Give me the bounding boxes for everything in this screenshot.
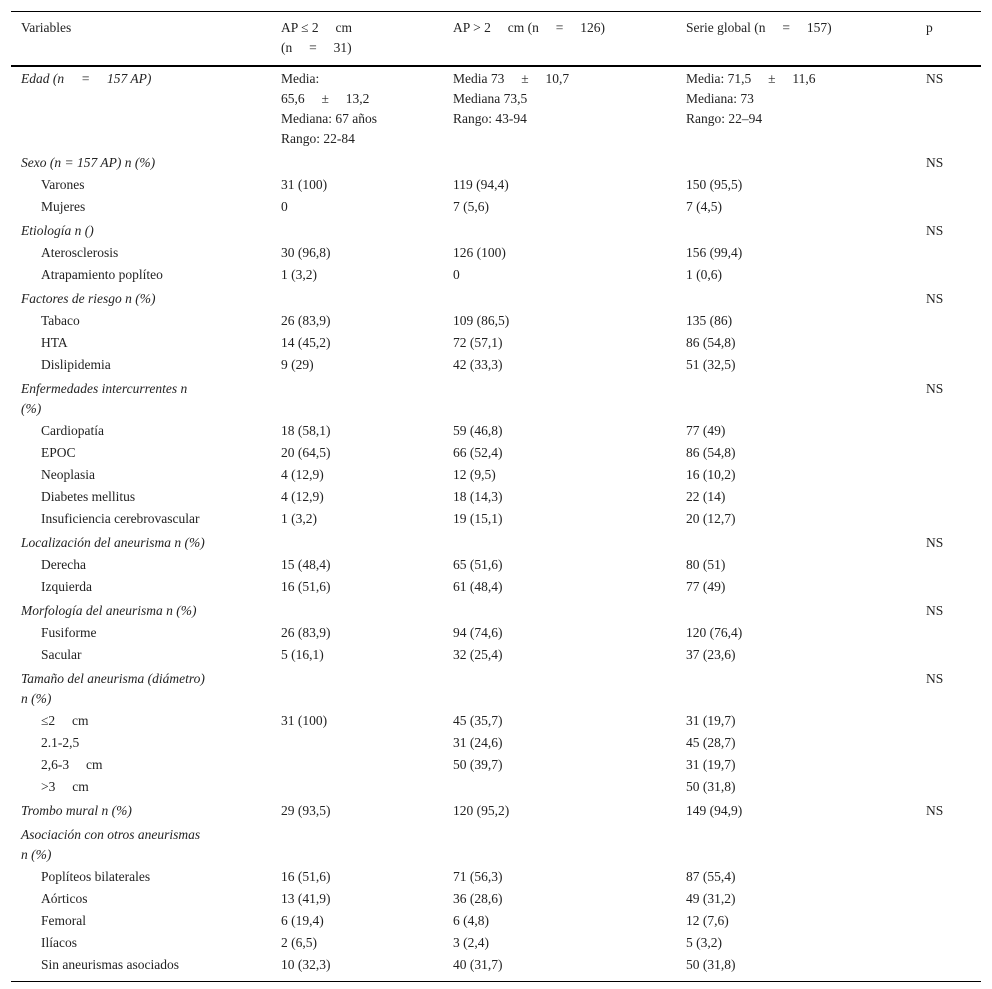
cell-ap-gt-2: 32 (25,4) bbox=[453, 647, 503, 662]
cell-serie-global: 50 (31,8) bbox=[676, 954, 916, 982]
cell-ap-gt-2 bbox=[443, 376, 676, 420]
cell-ap-le-2: 1 (3,2) bbox=[281, 511, 317, 526]
cell-ap-le-2 bbox=[271, 150, 443, 174]
cell-ap-le-2 bbox=[271, 376, 443, 420]
table-row bbox=[11, 776, 981, 798]
cell-ap-gt-2: 3 (2,4) bbox=[453, 935, 489, 950]
cell-ap-gt-2 bbox=[443, 286, 676, 310]
cell-variable: ≤2 cm bbox=[41, 713, 89, 728]
cell-ap-le-2 bbox=[271, 776, 443, 798]
cell-serie-global: 51 (32,5) bbox=[686, 357, 736, 372]
cell-serie-global bbox=[676, 530, 916, 554]
table-row bbox=[11, 464, 981, 486]
cell-ap-gt-2: 0 bbox=[453, 267, 460, 282]
cell-variable: Sacular bbox=[41, 647, 82, 662]
cell-ap-le-2 bbox=[271, 286, 443, 310]
cell-variable: Varones bbox=[41, 177, 85, 192]
cell-p-value bbox=[916, 554, 981, 576]
cell-ap-gt-2: 65 (51,6) bbox=[453, 557, 503, 572]
cell-serie-global: 86 (54,8) bbox=[686, 445, 736, 460]
cell-variable: Enfermedades intercurrentes n (%) bbox=[21, 381, 188, 416]
cell-ap-le-2: 20 (64,5) bbox=[281, 445, 331, 460]
cell-ap-le-2: 14 (45,2) bbox=[281, 335, 331, 350]
cell-serie-global: 87 (55,4) bbox=[686, 869, 736, 884]
section-row bbox=[11, 376, 981, 420]
cell-serie-global: 31 (19,7) bbox=[686, 713, 736, 728]
cell-serie-global bbox=[676, 286, 916, 310]
cell-ap-gt-2: 71 (56,3) bbox=[453, 869, 503, 884]
cell-ap-gt-2: 59 (46,8) bbox=[453, 423, 503, 438]
cell-serie-global: 12 (7,6) bbox=[686, 913, 729, 928]
cell-p-value bbox=[916, 576, 981, 598]
cell-variable: Aórticos bbox=[41, 891, 88, 906]
cell-serie-global: 31 (19,7) bbox=[686, 757, 736, 772]
cell-p-value bbox=[916, 866, 981, 888]
section-row bbox=[11, 666, 981, 710]
section-row bbox=[11, 66, 981, 150]
cell-serie-global: 86 (54,8) bbox=[686, 335, 736, 350]
cell-p-value bbox=[916, 174, 981, 196]
cell-ap-le-2: 16 (51,6) bbox=[281, 869, 331, 884]
table-row bbox=[11, 174, 981, 196]
cell-ap-gt-2 bbox=[443, 776, 676, 798]
cell-variable: Mujeres bbox=[41, 199, 86, 214]
cell-serie-global bbox=[676, 822, 916, 866]
cell-serie-global: 156 (99,4) bbox=[686, 245, 743, 260]
cell-ap-gt-2: 50 (39,7) bbox=[453, 757, 503, 772]
cell-ap-gt-2: 36 (28,6) bbox=[453, 891, 503, 906]
cell-variable: Fusiforme bbox=[41, 625, 97, 640]
cell-serie-global: 49 (31,2) bbox=[686, 891, 736, 906]
cell-ap-gt-2: 40 (31,7) bbox=[443, 954, 676, 982]
cell-variable: Diabetes mellitus bbox=[41, 489, 136, 504]
table-row bbox=[11, 354, 981, 376]
cell-p-value bbox=[916, 644, 981, 666]
cell-variable: Asociación con otros aneurismas n (%) bbox=[21, 827, 201, 862]
cell-serie-global bbox=[676, 218, 916, 242]
cell-ap-le-2: 18 (58,1) bbox=[281, 423, 331, 438]
cell-p-value: NS bbox=[926, 535, 944, 550]
table-row bbox=[11, 508, 981, 530]
cell-serie-global: 16 (10,2) bbox=[686, 467, 736, 482]
cell-p-value bbox=[916, 264, 981, 286]
cell-p-value: NS bbox=[926, 381, 944, 396]
cell-ap-gt-2: 42 (33,3) bbox=[453, 357, 503, 372]
cell-p-value bbox=[916, 910, 981, 932]
cell-p-value bbox=[916, 354, 981, 376]
cell-serie-global: 45 (28,7) bbox=[686, 735, 736, 750]
cell-variable: Atrapamiento poplíteo bbox=[41, 267, 163, 282]
cell-variable: Cardiopatía bbox=[41, 423, 104, 438]
cell-p-value: NS bbox=[926, 155, 944, 170]
cell-variable: Tabaco bbox=[41, 313, 80, 328]
cell-variable: Factores de riesgo n (%) bbox=[21, 291, 156, 306]
cell-variable: Edad (n = 157 AP) bbox=[21, 71, 152, 86]
cell-serie-global bbox=[676, 598, 916, 622]
table-row bbox=[11, 754, 981, 776]
table-row bbox=[11, 576, 981, 598]
cell-ap-gt-2: 72 (57,1) bbox=[453, 335, 503, 350]
cell-serie-global bbox=[676, 150, 916, 174]
header-serie-global: Serie global (n = 157) bbox=[686, 20, 832, 35]
table-row bbox=[11, 644, 981, 666]
cell-ap-le-2: 26 (83,9) bbox=[281, 625, 331, 640]
header-ap-gt-2: AP > 2 cm (n = 126) bbox=[453, 20, 605, 35]
cell-variable: Morfología del aneurisma n (%) bbox=[21, 603, 197, 618]
cell-p-value bbox=[916, 420, 981, 442]
data-table bbox=[11, 11, 981, 982]
header-ap-le-2: AP ≤ 2 cm (n = 31) bbox=[281, 20, 353, 55]
cell-p-value bbox=[916, 710, 981, 732]
cell-p-value bbox=[916, 464, 981, 486]
table-row bbox=[11, 710, 981, 732]
cell-p-value bbox=[916, 622, 981, 644]
table-row bbox=[11, 486, 981, 508]
cell-variable: Sin aneurismas asociados bbox=[11, 954, 271, 982]
cell-ap-le-2: 5 (16,1) bbox=[281, 647, 324, 662]
table-row bbox=[11, 264, 981, 286]
cell-ap-le-2: 16 (51,6) bbox=[281, 579, 331, 594]
cell-ap-gt-2: 61 (48,4) bbox=[453, 579, 503, 594]
cell-p-value bbox=[916, 954, 981, 982]
cell-variable: Sexo (n = 157 AP) n (%) bbox=[21, 155, 156, 170]
cell-ap-gt-2: 45 (35,7) bbox=[453, 713, 503, 728]
cell-serie-global: 7 (4,5) bbox=[686, 199, 722, 214]
cell-variable: Femoral bbox=[41, 913, 86, 928]
cell-ap-gt-2: 31 (24,6) bbox=[453, 735, 503, 750]
cell-ap-le-2: 15 (48,4) bbox=[281, 557, 331, 572]
cell-ap-gt-2: 94 (74,6) bbox=[453, 625, 503, 640]
cell-ap-gt-2: 119 (94,4) bbox=[453, 177, 509, 192]
cell-ap-le-2 bbox=[271, 754, 443, 776]
cell-ap-le-2: Media: 65,6 ± 13,2 Mediana: 67 años Rango: 22-84 bbox=[281, 71, 377, 146]
cell-ap-le-2: 29 (93,5) bbox=[281, 803, 331, 818]
cell-p-value bbox=[916, 486, 981, 508]
cell-serie-global bbox=[676, 666, 916, 710]
cell-ap-gt-2: Media 73 ± 10,7 Mediana 73,5 Rango: 43-94 bbox=[453, 71, 570, 126]
cell-variable: Poplíteos bilaterales bbox=[41, 869, 151, 884]
cell-ap-le-2: 0 bbox=[281, 199, 288, 214]
table-row bbox=[11, 622, 981, 644]
cell-p-value bbox=[916, 310, 981, 332]
cell-ap-le-2: 31 (100) bbox=[281, 713, 328, 728]
cell-ap-le-2: 6 (19,4) bbox=[281, 913, 324, 928]
cell-ap-gt-2: 12 (9,5) bbox=[453, 467, 496, 482]
cell-p-value bbox=[916, 754, 981, 776]
cell-ap-le-2: 10 (32,3) bbox=[271, 954, 443, 982]
cell-ap-le-2: 1 (3,2) bbox=[281, 267, 317, 282]
cell-p-value bbox=[916, 508, 981, 530]
cell-p-value bbox=[916, 888, 981, 910]
table-row bbox=[11, 554, 981, 576]
cell-ap-gt-2 bbox=[443, 218, 676, 242]
cell-variable: Tamaño del aneurisma (diámetro) n (%) bbox=[21, 671, 205, 706]
cell-variable: Localización del aneurisma n (%) bbox=[21, 535, 205, 550]
cell-p-value bbox=[916, 442, 981, 464]
cell-serie-global: 150 (95,5) bbox=[686, 177, 743, 192]
cell-p-value bbox=[916, 196, 981, 218]
cell-ap-le-2: 4 (12,9) bbox=[281, 489, 324, 504]
cell-ap-gt-2: 126 (100) bbox=[453, 245, 506, 260]
table-row bbox=[11, 954, 981, 982]
cell-variable: Aterosclerosis bbox=[41, 245, 119, 260]
cell-p-value: NS bbox=[926, 803, 944, 818]
section-row bbox=[11, 530, 981, 554]
section-row bbox=[11, 822, 981, 866]
cell-ap-le-2 bbox=[271, 598, 443, 622]
table-row bbox=[11, 310, 981, 332]
cell-ap-gt-2: 7 (5,6) bbox=[453, 199, 489, 214]
cell-ap-gt-2: 6 (4,8) bbox=[453, 913, 489, 928]
cell-serie-global: 80 (51) bbox=[686, 557, 726, 572]
cell-ap-gt-2 bbox=[443, 530, 676, 554]
table-row bbox=[11, 866, 981, 888]
cell-ap-le-2 bbox=[271, 666, 443, 710]
cell-ap-le-2: 31 (100) bbox=[281, 177, 328, 192]
cell-ap-le-2 bbox=[271, 218, 443, 242]
cell-serie-global: 77 (49) bbox=[686, 423, 726, 438]
cell-ap-le-2: 13 (41,9) bbox=[281, 891, 331, 906]
cell-ap-le-2: 30 (96,8) bbox=[281, 245, 331, 260]
cell-variable: EPOC bbox=[41, 445, 76, 460]
cell-variable: 2,6-3 cm bbox=[41, 757, 103, 772]
cell-variable: 2.1-2,5 bbox=[41, 735, 80, 750]
table-row bbox=[11, 420, 981, 442]
cell-ap-gt-2: 18 (14,3) bbox=[453, 489, 503, 504]
cell-p-value bbox=[916, 932, 981, 954]
table-row bbox=[11, 910, 981, 932]
cell-serie-global: 20 (12,7) bbox=[686, 511, 736, 526]
cell-ap-gt-2 bbox=[443, 822, 676, 866]
cell-serie-global: 77 (49) bbox=[686, 579, 726, 594]
cell-serie-global: 5 (3,2) bbox=[686, 935, 722, 950]
table-row bbox=[11, 332, 981, 354]
table-row bbox=[11, 442, 981, 464]
cell-variable: Trombo mural n (%) bbox=[21, 803, 132, 818]
cell-serie-global: 37 (23,6) bbox=[686, 647, 736, 662]
cell-ap-gt-2: 109 (86,5) bbox=[453, 313, 510, 328]
cell-serie-global: Media: 71,5 ± 11,6 Mediana: 73 Rango: 22–94 bbox=[686, 71, 816, 126]
table-row bbox=[11, 242, 981, 264]
cell-p-value: NS bbox=[926, 603, 944, 618]
cell-ap-gt-2 bbox=[443, 666, 676, 710]
cell-p-value bbox=[916, 242, 981, 264]
cell-ap-gt-2 bbox=[443, 598, 676, 622]
cell-variable: >3 cm bbox=[41, 779, 89, 794]
header-p: p bbox=[926, 20, 933, 35]
cell-variable: Izquierda bbox=[41, 579, 92, 594]
section-row bbox=[11, 150, 981, 174]
cell-ap-le-2 bbox=[271, 822, 443, 866]
section-row bbox=[11, 798, 981, 822]
cell-serie-global: 149 (94,9) bbox=[686, 803, 743, 818]
cell-p-value: NS bbox=[926, 291, 944, 306]
cell-serie-global: 120 (76,4) bbox=[686, 625, 743, 640]
cell-serie-global: 22 (14) bbox=[686, 489, 726, 504]
cell-ap-gt-2: 120 (95,2) bbox=[453, 803, 510, 818]
cell-variable: Etiología n () bbox=[21, 223, 94, 238]
section-row bbox=[11, 598, 981, 622]
cell-serie-global: 1 (0,6) bbox=[686, 267, 722, 282]
cell-p-value: NS bbox=[926, 671, 944, 686]
cell-p-value bbox=[916, 732, 981, 754]
cell-ap-gt-2 bbox=[443, 150, 676, 174]
cell-variable: Derecha bbox=[41, 557, 86, 572]
table-body bbox=[11, 66, 981, 982]
cell-variable: Neoplasia bbox=[41, 467, 95, 482]
cell-p-value bbox=[916, 332, 981, 354]
cell-ap-gt-2: 66 (52,4) bbox=[453, 445, 503, 460]
cell-ap-le-2: 26 (83,9) bbox=[281, 313, 331, 328]
header-row bbox=[11, 12, 981, 67]
header-variables: Variables bbox=[21, 20, 72, 35]
cell-variable: Insuficiencia cerebrovascular bbox=[41, 511, 200, 526]
cell-p-value bbox=[916, 776, 981, 798]
cell-ap-le-2: 4 (12,9) bbox=[281, 467, 324, 482]
cell-p-value: NS bbox=[926, 223, 944, 238]
cell-variable: HTA bbox=[41, 335, 68, 350]
cell-serie-global: 50 (31,8) bbox=[686, 779, 736, 794]
cell-ap-le-2 bbox=[271, 530, 443, 554]
cell-serie-global: 135 (86) bbox=[686, 313, 733, 328]
table-row bbox=[11, 888, 981, 910]
table-row bbox=[11, 196, 981, 218]
cell-serie-global bbox=[676, 376, 916, 420]
cell-ap-le-2 bbox=[271, 732, 443, 754]
table-row bbox=[11, 932, 981, 954]
cell-p-value bbox=[916, 822, 981, 866]
cell-variable: Ilíacos bbox=[41, 935, 77, 950]
cell-variable: Dislipidemia bbox=[41, 357, 111, 372]
cell-ap-gt-2: 19 (15,1) bbox=[453, 511, 503, 526]
cell-p-value: NS bbox=[926, 71, 944, 86]
cell-ap-le-2: 9 (29) bbox=[281, 357, 314, 372]
cell-ap-le-2: 2 (6,5) bbox=[281, 935, 317, 950]
section-row bbox=[11, 286, 981, 310]
table-row bbox=[11, 732, 981, 754]
section-row bbox=[11, 218, 981, 242]
